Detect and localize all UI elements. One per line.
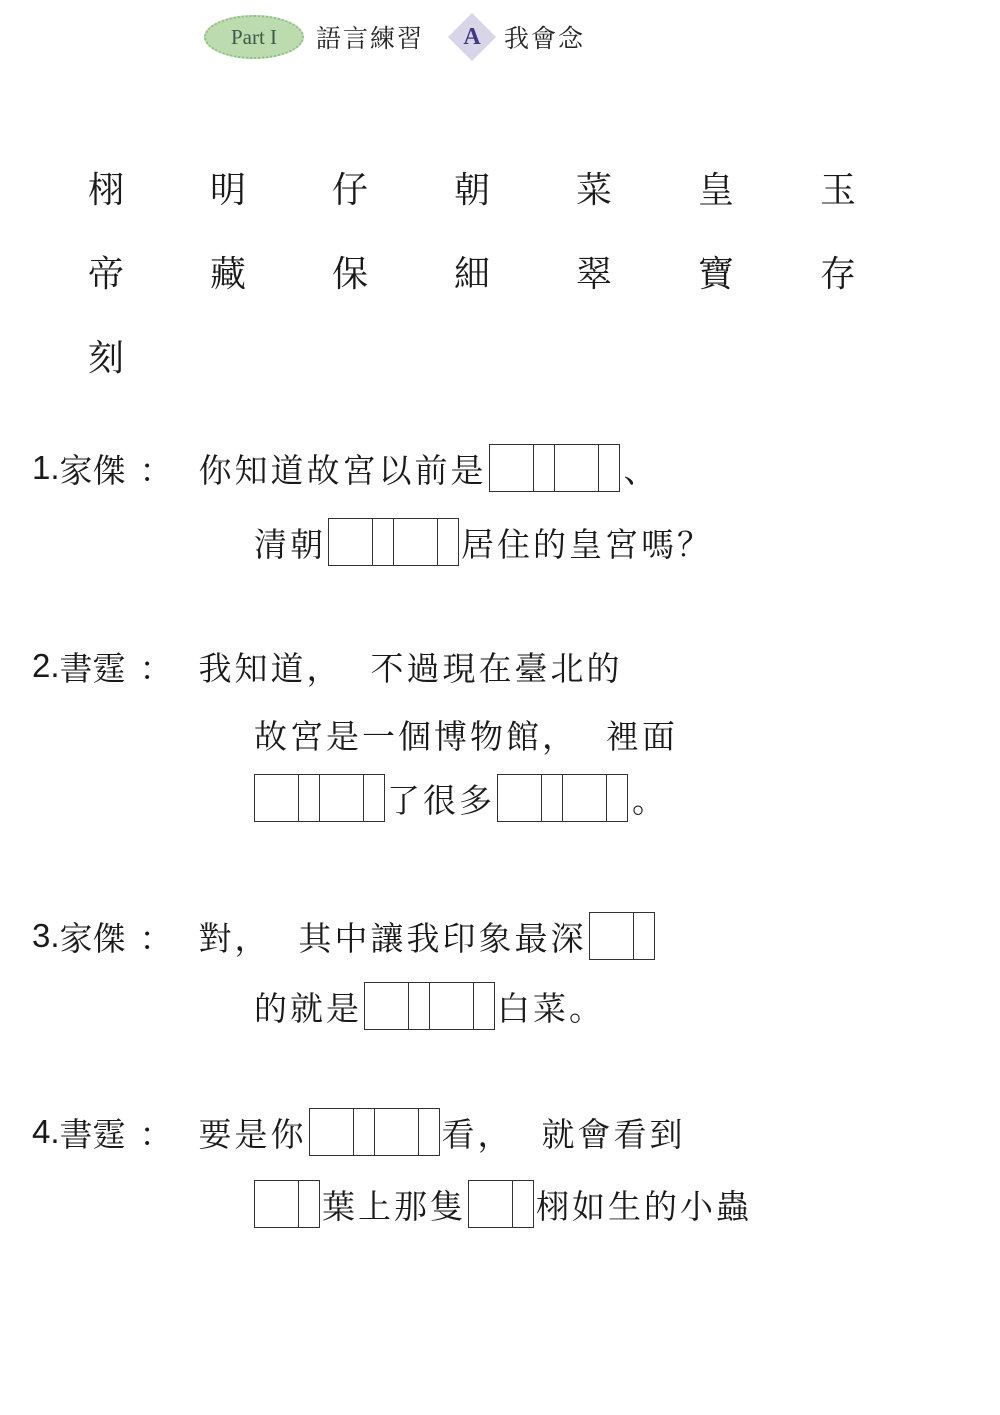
- answer-blank[interactable]: [589, 912, 655, 960]
- word-bank-char: 朝: [454, 170, 491, 211]
- sentence-text: 不過現在臺北的: [370, 648, 623, 688]
- sentence-text: 。: [632, 780, 668, 820]
- answer-blank[interactable]: [374, 1108, 440, 1156]
- speaker-name: 家傑: [59, 450, 126, 490]
- sentence-text: 其中讓我印象最深: [298, 918, 587, 958]
- word-bank-char: 細: [454, 254, 491, 295]
- item-number: 1.: [32, 449, 60, 486]
- word-bank-char: 玉: [820, 170, 857, 211]
- sentence-text: 葉上那隻: [322, 1186, 466, 1226]
- word-bank-char: 存: [820, 254, 857, 295]
- word-bank-char: 仔: [332, 170, 369, 211]
- answer-blank[interactable]: [254, 774, 320, 822]
- answer-blank[interactable]: [328, 518, 394, 566]
- word-bank-char: 明: [210, 170, 247, 211]
- sentence-text: 栩如生的小蟲: [536, 1186, 752, 1226]
- dialogue-1-line-2: [254, 516, 713, 568]
- answer-blank[interactable]: [429, 982, 495, 1030]
- word-bank-char: 栩: [88, 170, 125, 211]
- item-number: 4.: [32, 1113, 60, 1150]
- speaker-name: 書霆: [59, 648, 126, 688]
- dialogue-3-line-2: [254, 980, 605, 1032]
- sentence-text: 你知道故宮以前是: [198, 450, 487, 490]
- sentence-text: 我知道，: [198, 648, 343, 688]
- section-badge: [448, 13, 496, 61]
- item-number: 3.: [32, 917, 60, 954]
- colon: ：: [139, 648, 173, 688]
- answer-blank[interactable]: [309, 1108, 375, 1156]
- item-number: 2.: [32, 647, 60, 684]
- answer-blank[interactable]: [393, 518, 459, 566]
- sentence-text: 故宮是一個博物館，: [254, 716, 578, 756]
- sentence-text: 的就是: [254, 988, 362, 1028]
- dialogue-2-line-2: [254, 708, 678, 760]
- answer-blank[interactable]: [489, 444, 555, 492]
- sentence-text: 對，: [198, 918, 271, 958]
- sentence-text: 就會看到: [541, 1114, 686, 1154]
- dialogue-4-line-2: [252, 1178, 752, 1230]
- badge-letter: A: [463, 23, 481, 50]
- answer-blank[interactable]: [319, 774, 385, 822]
- sentence-text: 了很多: [387, 780, 495, 820]
- dialogue-2-line-3: [252, 772, 668, 824]
- sentence-text: 白菜。: [497, 988, 605, 1028]
- word-bank-char: 翠: [576, 254, 613, 295]
- sentence-text: 居住的皇宮嗎？: [461, 524, 713, 564]
- word-bank-char: 菜: [576, 170, 613, 211]
- sentence-text: 裡面: [606, 716, 678, 756]
- dialogue-1-line-1: [32, 442, 660, 494]
- dialogue-2-line-1: [32, 640, 623, 692]
- colon: ：: [139, 450, 173, 490]
- dialogue-3-line-1: [32, 910, 657, 962]
- word-bank-char: 刻: [88, 338, 125, 379]
- speaker-name: 家傑: [59, 918, 126, 958]
- section-title: 語言練習: [316, 24, 425, 53]
- answer-blank[interactable]: [468, 1180, 534, 1228]
- answer-blank[interactable]: [364, 982, 430, 1030]
- sentence-text: 清朝: [254, 524, 326, 564]
- colon: ：: [139, 918, 173, 958]
- answer-blank[interactable]: [562, 774, 628, 822]
- word-bank-char: 寶: [698, 254, 735, 295]
- answer-blank[interactable]: [554, 444, 620, 492]
- sentence-text: 看，: [441, 1114, 514, 1154]
- word-bank-char: 皇: [698, 170, 735, 211]
- part-badge: Part I: [204, 15, 304, 59]
- word-bank-char: 藏: [210, 254, 247, 295]
- word-bank-char: 保: [332, 254, 369, 295]
- word-bank-char: 帝: [88, 254, 125, 295]
- colon: ：: [139, 1114, 173, 1154]
- dialogue-4-line-1: [32, 1106, 686, 1158]
- answer-blank[interactable]: [254, 1180, 320, 1228]
- speaker-name: 書霆: [59, 1114, 126, 1154]
- sentence-text: 、: [623, 450, 660, 490]
- section-subtitle: 我會念: [504, 24, 586, 53]
- answer-blank[interactable]: [497, 774, 563, 822]
- page-header: [204, 14, 585, 60]
- sentence-text: 要是你: [198, 1114, 307, 1154]
